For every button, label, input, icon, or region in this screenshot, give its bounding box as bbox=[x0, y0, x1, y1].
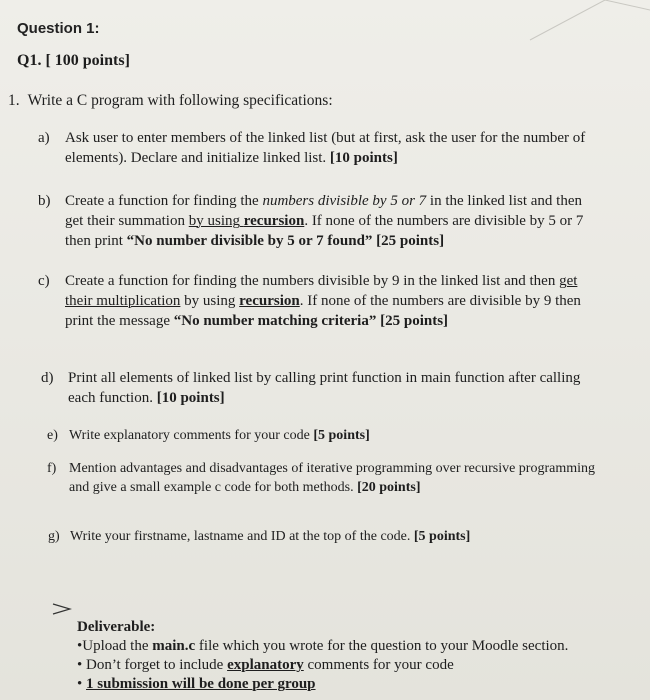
item-letter: d) bbox=[41, 370, 54, 386]
task-number: 1. bbox=[8, 92, 20, 109]
item-f-points: [20 points] bbox=[357, 480, 421, 495]
item-b bbox=[38, 191, 583, 251]
deliverable-title: Deliverable: bbox=[77, 619, 156, 635]
item-letter: b) bbox=[38, 193, 51, 209]
item-b-points: [25 points] bbox=[372, 233, 445, 249]
item-c-underline: get bbox=[559, 273, 578, 289]
deliverable-section bbox=[77, 618, 568, 694]
item-c-text: . If none of the numbers are divisible by 9 then bbox=[299, 293, 581, 309]
item-c-recursion: recursion bbox=[239, 293, 300, 309]
item-c-text: by using bbox=[180, 293, 240, 309]
deliverable-underline: explanatory bbox=[227, 657, 304, 673]
item-g-text: Write your firstname, lastname and ID at the top of the code. bbox=[70, 529, 411, 544]
item-f-line2: and give a small example c code for both methods. bbox=[69, 480, 354, 495]
item-letter: a) bbox=[38, 130, 50, 146]
item-d-line2: each function. bbox=[68, 390, 153, 406]
item-b-underline: by using bbox=[188, 213, 240, 229]
item-b-quote: “No number divisible by 5 or 7 found” bbox=[126, 233, 373, 249]
item-a bbox=[38, 128, 585, 168]
item-b-text: in the linked list and then bbox=[426, 193, 582, 209]
item-letter: e) bbox=[47, 428, 58, 443]
item-b-recursion: recursion bbox=[243, 213, 305, 229]
item-letter: f) bbox=[47, 461, 57, 476]
task-statement bbox=[8, 92, 333, 110]
question-title: Question 1: bbox=[17, 20, 100, 37]
item-c-text: print the message bbox=[65, 313, 174, 329]
item-c bbox=[38, 271, 581, 331]
item-d-points: [10 points] bbox=[156, 390, 225, 406]
item-g bbox=[48, 527, 470, 546]
item-e-points: [5 points] bbox=[313, 428, 370, 443]
item-a-line1: Ask user to enter members of the linked list (but at first, ask the user for the number of bbox=[65, 130, 586, 146]
item-b-italic: numbers divisible by 5 or 7 bbox=[262, 193, 427, 209]
paper-fold-lines bbox=[510, 0, 650, 60]
deliverable-text: • bbox=[77, 676, 87, 692]
item-f-line1: Mention advantages and disadvantages of iterative programming over recursive programming bbox=[69, 461, 595, 476]
item-a-points: [10 points] bbox=[329, 150, 398, 166]
item-c-text: Create a function for finding the numbers divisible by 9 in the linked list and then bbox=[65, 273, 560, 289]
deliverable-text: •Upload the bbox=[77, 638, 153, 654]
item-c-quote: “No number matching criteria” bbox=[173, 313, 377, 329]
deliverable-text: • Don’t forget to include bbox=[77, 657, 228, 673]
deliverable-bullet-1 bbox=[77, 637, 568, 656]
item-b-text: . If none of the numbers are divisible by 5 or 7 bbox=[304, 213, 584, 229]
item-g-points: [5 points] bbox=[413, 529, 471, 544]
item-b-text: Create a function for finding the bbox=[65, 193, 263, 209]
item-b-text: then print bbox=[65, 233, 127, 249]
item-e-text: Write explanatory comments for your code bbox=[69, 428, 310, 443]
item-letter: c) bbox=[38, 273, 50, 289]
deliverable-bullet-2 bbox=[77, 656, 568, 675]
deliverable-text: comments for your code bbox=[303, 657, 454, 673]
item-d-line1: Print all elements of linked list by calling print function in main function after calling bbox=[68, 370, 581, 386]
item-d bbox=[41, 368, 580, 408]
item-a-line2: elements). Declare and initialize linked list. bbox=[65, 150, 327, 166]
item-f bbox=[47, 459, 595, 497]
item-c-underline: their multiplication bbox=[65, 293, 181, 309]
q1-points-label: Q1. [ 100 points] bbox=[17, 52, 130, 69]
item-e bbox=[47, 426, 370, 445]
deliverable-underline: 1 submission will be done per group bbox=[86, 676, 316, 692]
task-text: Write a C program with following specifications: bbox=[27, 92, 333, 109]
deliverable-bullet-3 bbox=[77, 675, 568, 694]
arrow-bullet-icon bbox=[52, 602, 72, 616]
item-letter: g) bbox=[48, 529, 60, 544]
item-b-text: get their summation bbox=[65, 213, 189, 229]
deliverable-filename: main.c bbox=[152, 638, 196, 654]
item-c-points: [25 points] bbox=[376, 313, 449, 329]
deliverable-text: file which you wrote for the question to your Moodle section. bbox=[195, 638, 569, 654]
